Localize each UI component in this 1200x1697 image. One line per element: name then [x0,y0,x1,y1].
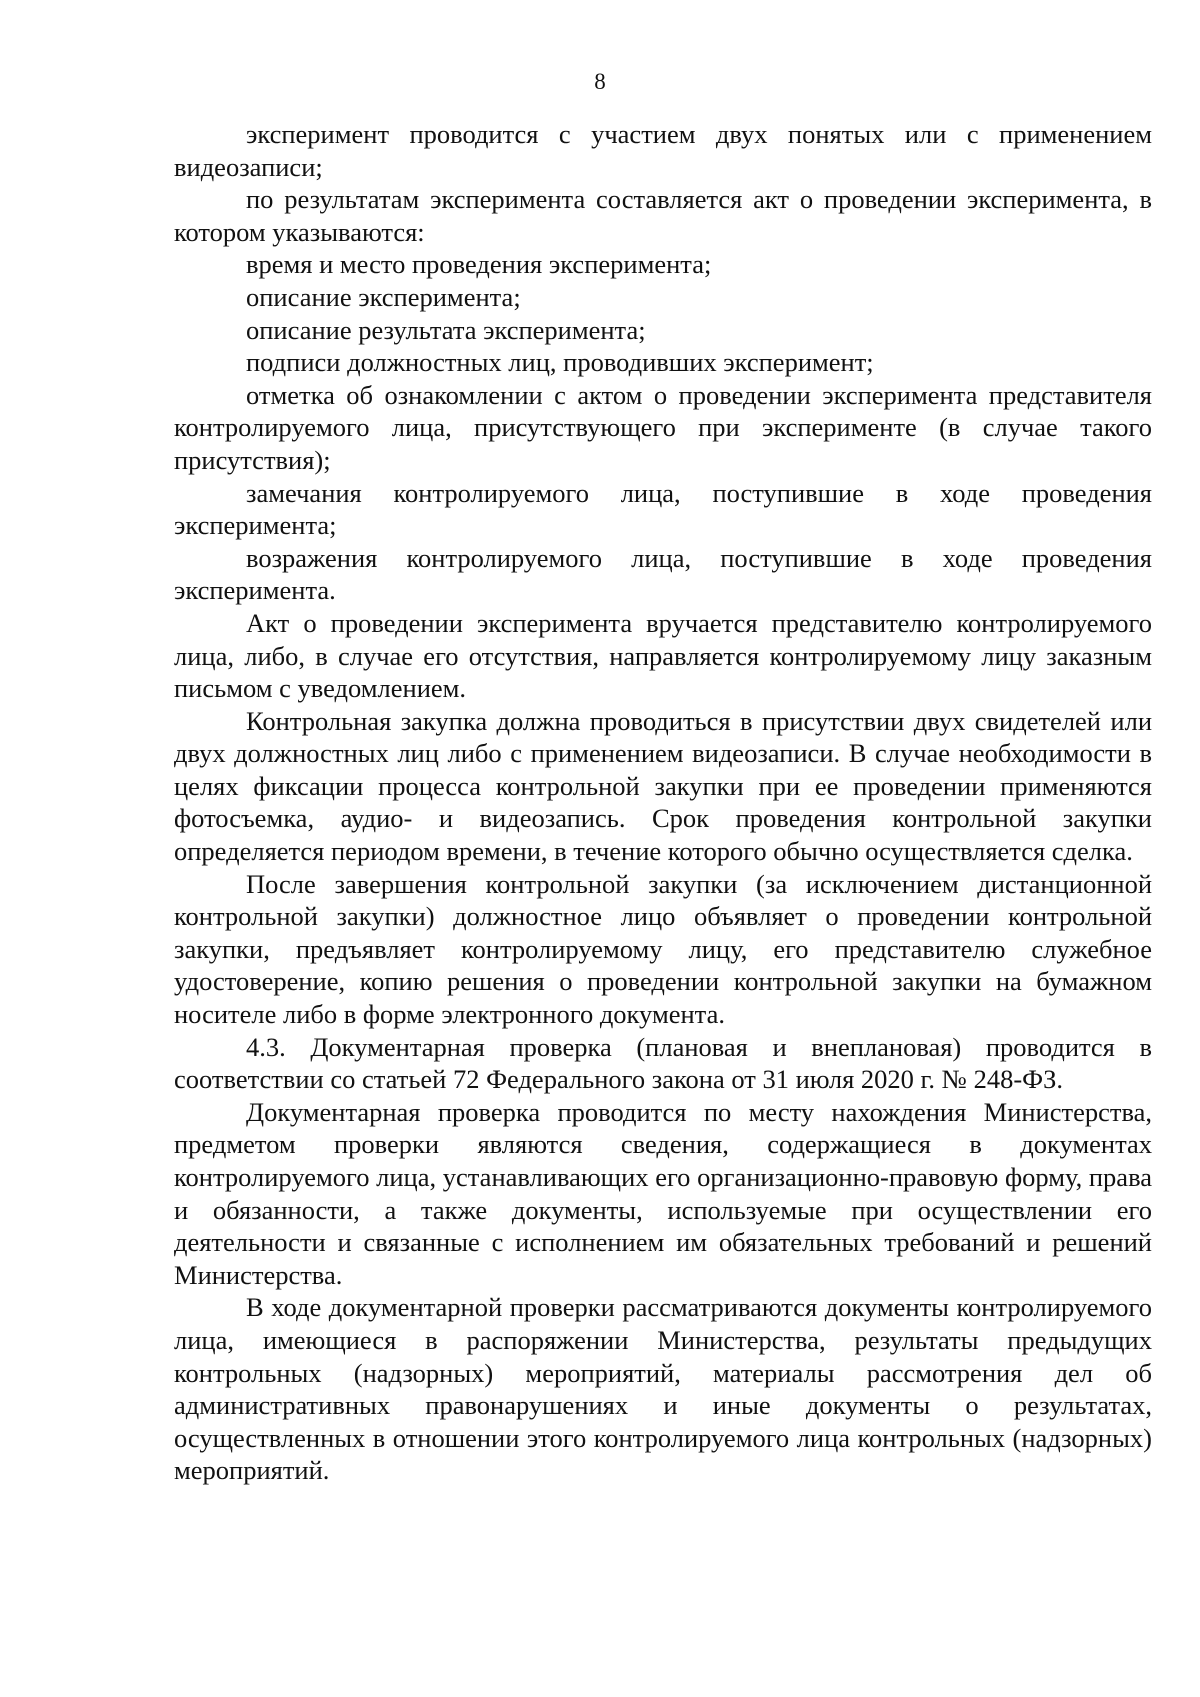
document-body [174,118,1152,1487]
paragraph: замечания контролируемого лица, поступившие в ходе проведения эксперимента; [174,477,1152,541]
paragraph: эксперимент проводится с участием двух понятых или с применением видеозаписи; [174,119,1152,182]
paragraph: Акт о проведении эксперимента вручается представителю контролируемого лица, либо, в случае его отсутствия, направляется контролируемому лицу заказным письмом с уведомлением. [174,607,1152,704]
paragraph: подписи должностных лиц, проводивших эксперимент; [246,347,874,378]
paragraph: по результатам эксперимента составляется акт о проведении эксперимента, в котором указываются: [174,184,1152,247]
paragraph: описание эксперимента; [246,281,521,312]
paragraph: Контрольная закупка должна проводиться в присутствии двух свидетелей или двух должностных лиц либо с применением видеозаписи. В случае необходимости в целях фиксации процесса контрольной закупки при ее проведении применяются фотосъемка, аудио- и видеозапись. Срок проведения контрольной закупки определяется периодом времени, в течение которого обычно осуществляется сделка. [174,705,1152,867]
paragraph: время и место проведения эксперимента; [246,249,712,280]
paragraph: 4.3. Документарная проверка (плановая и внеплановая) проводится в соответствии со статьей 72 Федерального закона от 31 июля 2020 г. № 248-ФЗ. [174,1031,1152,1095]
paragraph: После завершения контрольной закупки (за исключением дистанционной контрольной закупки) должностное лицо объявляет о проведении контрольной закупки, предъявляет контролируемому лицу, его представителю служебное удостоверение, копию решения о проведении контрольной закупки на бумажном носителе либо в форме электронного документа. [174,868,1152,1030]
paragraph: Документарная проверка проводится по месту нахождения Министерства, предметом проверки являются сведения, содержащиеся в документах контролируемого лица, устанавливающих его организационно-правовую форму, права и обязанности, а также документы, используемые при осуществлении его деятельности и связанные с исполнением им обязательных требований и решений Министерства. [174,1096,1152,1290]
paragraph: возражения контролируемого лица, поступившие в ходе проведения эксперимента. [174,542,1152,606]
paragraph: отметка об ознакомлении с актом о проведении эксперимента представителя контролируемого лица, присутствующего при эксперименте (в случае такого присутствия); [174,379,1152,475]
paragraph: В ходе документарной проверки рассматриваются документы контролируемого лица, имеющиеся в распоряжении Министерства, результаты предыдущих контрольных (надзорных) мероприятий, материалы рассмотрения дел об административных правонарушениях и иные документы о результатах, осуществленных в отношении этого контролируемого лица контрольных (надзорных) мероприятий. [174,1292,1152,1486]
paragraph: описание результата эксперимента; [246,314,646,345]
page-number: 8 [594,69,606,94]
